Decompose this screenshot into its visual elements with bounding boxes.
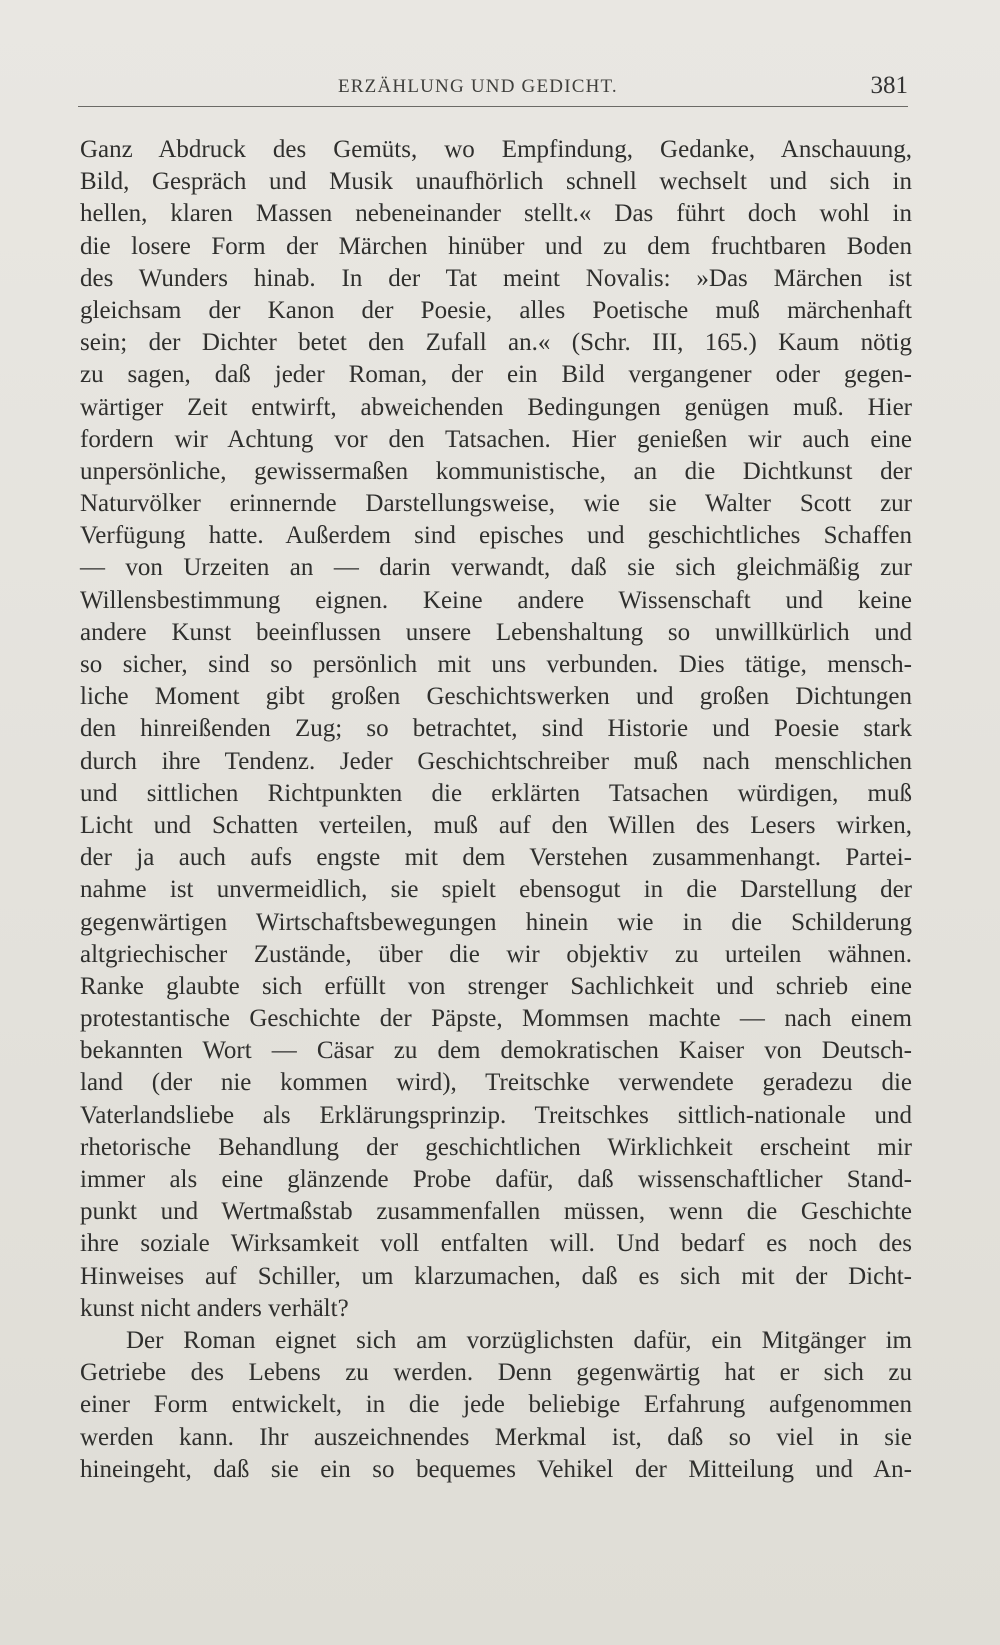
- text-line: nahme ist unvermeidlich, sie spielt ebensogut in die Darstellung der: [80, 876, 912, 904]
- text-line: den hinreißenden Zug; so betrachtet, sind Historie und Poesie stark: [80, 715, 912, 743]
- text-line: ihre soziale Wirksamkeit voll entfalten will. Und bedarf es noch des: [80, 1230, 912, 1258]
- text-line: Naturvölker erinnernde Darstellungsweise, wie sie Walter Scott zur: [80, 490, 912, 518]
- text-line: rhetorische Behandlung der geschichtlichen Wirklichkeit erscheint mir: [80, 1133, 912, 1161]
- text-line: durch ihre Tendenz. Jeder Geschichtschreiber muß nach menschlichen: [80, 747, 912, 775]
- text-line: protestantische Geschichte der Päpste, Mommsen machte — nach einem: [80, 1005, 912, 1033]
- text-line: und sittlichen Richtpunkten die erklärten Tatsachen würdigen, muß: [80, 779, 912, 807]
- text-line: Hinweises auf Schiller, um klarzumachen, daß es sich mit der Dicht-: [80, 1262, 912, 1290]
- text-line: Ganz Abdruck des Gemüts, wo Empfindung, Gedanke, Anschauung,: [80, 136, 912, 163]
- text-line: zu sagen, daß jeder Roman, der ein Bild vergangener oder gegen-: [80, 361, 912, 389]
- text-line: die losere Form der Märchen hinüber und zu dem fruchtbaren Boden: [80, 232, 912, 260]
- text-line: altgriechischer Zustände, über die wir objektiv zu urteilen wähnen.: [80, 940, 912, 968]
- text-line: sein; der Dichter betet den Zufall an.« (Schr. III, 165.) Kaum nötig: [80, 329, 912, 357]
- text-line: kunst nicht anders verhält?: [80, 1294, 349, 1322]
- text-line: Getriebe des Lebens zu werden. Denn gegenwärtig hat er sich zu: [80, 1359, 912, 1387]
- text-line: andere Kunst beeinflussen unsere Lebenshaltung so unwillkürlich und: [80, 618, 912, 646]
- text-line: Licht und Schatten verteilen, muß auf den Willen des Lesers wirken,: [80, 811, 912, 839]
- text-line: wärtiger Zeit entwirft, abweichenden Bedingungen genügen muß. Hier: [80, 393, 912, 421]
- running-head: ERZÄHLUNG UND GEDICHT.: [338, 76, 618, 97]
- text-line: land (der nie kommen wird), Treitschke verwendete geradezu die: [80, 1069, 912, 1097]
- text-line: Willensbestimmung eignen. Keine andere Wissenschaft und keine: [80, 586, 912, 614]
- header-rule: [78, 106, 908, 107]
- text-line: gegenwärtigen Wirtschaftsbewegungen hinein wie in die Schilderung: [80, 908, 912, 936]
- text-line: bekannten Wort — Cäsar zu dem demokratischen Kaiser von Deutsch-: [80, 1037, 912, 1065]
- text-line: Der Roman eignet sich am vorzüglichsten dafür, ein Mitgänger im: [126, 1326, 912, 1354]
- text-line: liche Moment gibt großen Geschichtswerken und großen Dichtungen: [80, 683, 912, 711]
- text-line: Verfügung hatte. Außerdem sind episches und geschichtliches Schaffen: [80, 522, 912, 550]
- text-line: der ja auch aufs engste mit dem Verstehen zusammenhangt. Partei-: [80, 844, 912, 872]
- text-line: punkt und Wertmaßstab zusammenfallen müssen, wenn die Geschichte: [80, 1198, 912, 1226]
- text-line: so sicher, sind so persönlich mit uns verbunden. Dies tätige, mensch-: [80, 651, 912, 678]
- text-line: fordern wir Achtung vor den Tatsachen. Hier genießen wir auch eine: [80, 425, 912, 453]
- page-header: [78, 72, 908, 106]
- text-line: hineingeht, daß sie ein so bequemes Vehikel der Mitteilung und An-: [80, 1455, 912, 1483]
- text-line: hellen, klaren Massen nebeneinander stellt.« Das führt doch wohl in: [80, 200, 912, 228]
- text-line: einer Form entwickelt, in die jede beliebige Erfahrung aufgenommen: [80, 1391, 912, 1419]
- text-line: des Wunders hinab. In der Tat meint Novalis: »Das Märchen ist: [80, 264, 912, 292]
- text-line: immer als eine glänzende Probe dafür, daß wissenschaftlicher Stand-: [80, 1166, 912, 1193]
- text-line: Vaterlandsliebe als Erklärungsprinzip. Treitschkes sittlich-nationale und: [80, 1101, 912, 1129]
- text-line: gleichsam der Kanon der Poesie, alles Poetische muß märchenhaft: [80, 296, 912, 324]
- body-text: [80, 134, 912, 1486]
- text-line: Ranke glaubte sich erfüllt von strenger Sachlichkeit und schrieb eine: [80, 972, 912, 1000]
- text-line: — von Urzeiten an — darin verwandt, daß sie sich gleichmäßig zur: [80, 554, 912, 582]
- text-line: werden kann. Ihr auszeichnendes Merkmal ist, daß so viel in sie: [80, 1423, 912, 1451]
- text-line: unpersönliche, gewissermaßen kommunistische, an die Dichtkunst der: [80, 457, 912, 485]
- page-number: 381: [870, 72, 908, 99]
- text-line: Bild, Gespräch und Musik unaufhörlich schnell wechselt und sich in: [80, 168, 912, 196]
